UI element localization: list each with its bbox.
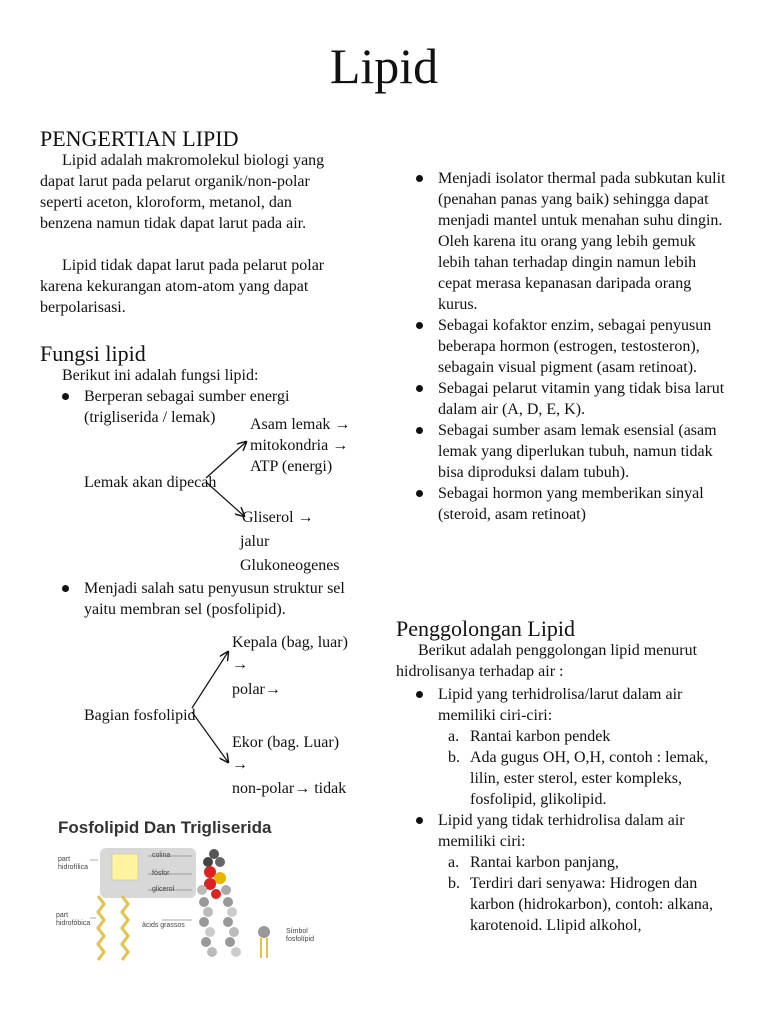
bullet-text: Menjadi salah satu penyusun struktur sel yaitu membran sel (posfolipid). bbox=[84, 580, 345, 618]
diagram1-source: Lemak akan dipecah bbox=[84, 474, 217, 491]
figure-label: colina bbox=[152, 852, 171, 859]
bullet-icon bbox=[62, 585, 69, 592]
section-heading-fungsi: Fungsi lipid bbox=[40, 341, 146, 366]
section-heading-penggolongan: Penggolongan Lipid bbox=[396, 616, 576, 641]
document-title: Lipid bbox=[329, 38, 439, 94]
list-item bbox=[416, 378, 726, 420]
sub-list-item: a. Rantai karbon pendek bbox=[448, 728, 611, 745]
bullet-text: Sebagai hormon yang memberikan sinyal (steroid, asam retinoat) bbox=[438, 485, 704, 523]
fungsi-bullet-list-2 bbox=[62, 578, 374, 620]
bullet-text: Sebagai pelarut vitamin yang tidak bisa larut dalam air (A, D, E, K). bbox=[438, 380, 725, 418]
penggolongan-list bbox=[416, 684, 726, 936]
arrow-right-icon: → bbox=[294, 780, 311, 797]
diagram1-bottom-line2: jalur bbox=[240, 533, 270, 550]
bullet-text: Menjadi isolator thermal pada subkutan kulit (penahan panas yang baik) sehingga dapat menjadi mantel untuk menahan suhu dingin. Oleh karena itu orang yang lebih gemuk lebih tahan terhadap dingin namun lebih cepat merasa kepanasan daripada orang kurus. bbox=[438, 170, 726, 313]
figure-title: Fosfolipid Dan Trigliserida bbox=[58, 818, 272, 837]
bullet-text: Lipid yang terhidrolisa/larut dalam air memiliki ciri-ciri: bbox=[438, 686, 683, 724]
sub-list-item: a. Rantai karbon panjang, bbox=[448, 854, 619, 871]
arrow-right-icon: → bbox=[334, 416, 351, 433]
figure-label: fósfor bbox=[152, 870, 170, 877]
bullet-icon bbox=[416, 427, 423, 434]
bullet-icon bbox=[62, 393, 69, 400]
paragraph-polarity: Lipid tidak dapat larut pada pelarut polar karena kekurangan atom-atom yang dapat berpolarisasi. bbox=[40, 257, 325, 316]
diagram1-top-line2: mitokondria → bbox=[250, 437, 349, 454]
paragraph-definition: Lipid adalah makromolekul biologi yang dapat larut pada pelarut organik/non-polar seperti aceton, kloroform, metanol, dan benzena namun tidak dapat larut pada air. bbox=[40, 152, 325, 232]
figure-label: glicerol bbox=[152, 886, 175, 893]
sub-list-1 bbox=[438, 726, 726, 810]
list-item bbox=[416, 684, 726, 810]
list-item bbox=[416, 315, 726, 378]
arrow-right-icon: → bbox=[232, 756, 248, 773]
section-heading-pengertian: PENGERTIAN LIPID bbox=[40, 126, 239, 151]
diagram2-source: Bagian fosfolipid bbox=[84, 707, 196, 724]
bullet-text: Lipid yang tidak terhidrolisa dalam air memiliki ciri: bbox=[438, 812, 685, 850]
bullet-icon bbox=[416, 490, 423, 497]
arrow-right-icon: → bbox=[297, 509, 314, 526]
bullet-icon bbox=[416, 817, 423, 824]
penggolongan-intro: Berikut adalah penggolongan lipid menurut hidrolisanya terhadap air : bbox=[396, 642, 698, 680]
arrow-right-icon: → bbox=[264, 681, 281, 698]
diagram2-bottom-line1: Ekor (bag. Luar) bbox=[232, 734, 340, 751]
sub-list-2 bbox=[438, 852, 726, 936]
figure-label: part hidrofóbica bbox=[56, 912, 91, 927]
diagram2-top-line1: Kepala (bag, luar) bbox=[232, 634, 348, 651]
diagram1-top-line3: ATP (energi) bbox=[250, 458, 333, 475]
diagram2-top-line2: polar→ bbox=[232, 681, 281, 698]
diagram2-bottom-line2: non-polar→ tidak bbox=[232, 780, 347, 797]
sub-list-item: b. Ada gugus OH, O,H, contoh : lemak, lilin, ester sterol, ester kompleks, fosfolipid, glikolipid. bbox=[448, 749, 709, 808]
arrow-right-icon: → bbox=[232, 656, 248, 673]
list-item bbox=[416, 420, 726, 483]
figure-label: Símbol fosfolípid bbox=[286, 928, 315, 943]
fungsi-intro: Berikut ini adalah fungsi lipid: bbox=[62, 367, 259, 384]
fosfolipid-figure bbox=[42, 808, 326, 968]
bullet-icon bbox=[416, 322, 423, 329]
diagram1-bottom-line1: Gliserol → bbox=[242, 509, 314, 526]
diagram1-bottom-line3: Glukoneogenes bbox=[240, 557, 340, 574]
list-item bbox=[416, 810, 726, 936]
bullet-text: Sebagai sumber asam lemak esensial (asam lemak yang diperlukan tubuh, namun tidak bisa diproduksi dalam tubuh). bbox=[438, 422, 717, 481]
bullet-text: Berperan sebagai sumber energi (trigliserida / lemak) bbox=[84, 388, 290, 426]
figure-label: àcids grassos bbox=[142, 922, 185, 929]
fungsi-bullet-list-continued bbox=[416, 168, 726, 525]
figure-label: part hidrofílica bbox=[58, 856, 88, 871]
list-item bbox=[416, 483, 726, 525]
list-item bbox=[416, 168, 726, 315]
bullet-text: Sebagai kofaktor enzim, sebagai penyusun beberapa hormon (estrogen, testosteron), sebagain visual pigment (asam retinoat). bbox=[438, 317, 712, 376]
sub-list-item: b. Terdiri dari senyawa: Hidrogen dan karbon (hidrokarbon), contoh: alkana, karotenoid. Llipid alkohol, bbox=[448, 875, 714, 934]
bullet-icon bbox=[416, 175, 423, 182]
bullet-icon bbox=[416, 691, 423, 698]
diagram1-top-line1: Asam lemak → bbox=[250, 416, 351, 433]
list-item bbox=[62, 578, 374, 620]
phospholipid-illustration bbox=[42, 808, 326, 968]
bullet-icon bbox=[416, 385, 423, 392]
arrow-right-icon: → bbox=[332, 437, 349, 454]
